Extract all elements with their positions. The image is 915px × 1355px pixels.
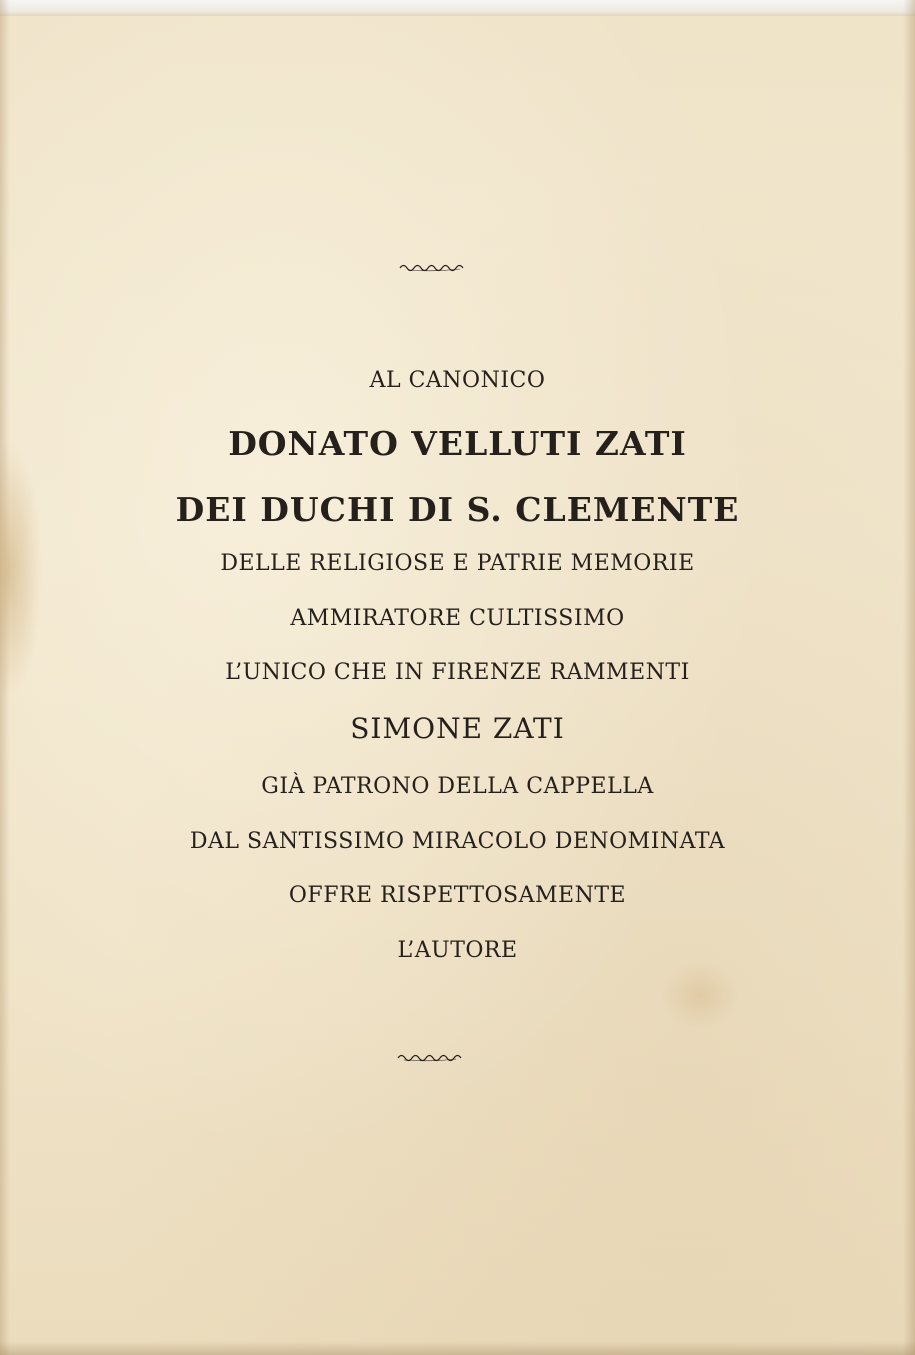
- dedicatee-name: DONATO VELLUTI ZATI: [228, 424, 687, 463]
- dedicatee-title: DEI DUCHI DI S. CLEMENTE: [175, 490, 740, 529]
- author-signature-line: L’AUTORE: [397, 938, 518, 963]
- wavy-rule-ornament-icon: [396, 1052, 466, 1062]
- dedication-line: OFFRE RISPETTOSAMENTE: [288, 883, 627, 908]
- page-bottom-edge: [0, 1341, 915, 1355]
- dedication-line-al-canonico: AL CANONICO: [369, 368, 546, 393]
- dedication-line: DELLE RELIGIOSE E PATRIE MEMORIE: [220, 551, 695, 576]
- dedication-line: L’UNICO CHE IN FIRENZE RAMMENTI: [225, 660, 690, 685]
- wavy-rule-ornament-icon: [398, 262, 468, 272]
- subject-name: SIMONE ZATI: [350, 712, 565, 745]
- dedication-line: DAL SANTISSIMO MIRACOLO DENOMINATA: [189, 829, 726, 854]
- dedication-line: GIÀ PATRONO DELLA CAPPELLA: [261, 774, 654, 799]
- page-top-edge: [0, 0, 915, 16]
- dedication-line: AMMIRATORE CULTISSIMO: [290, 606, 625, 631]
- age-stain: [660, 960, 740, 1030]
